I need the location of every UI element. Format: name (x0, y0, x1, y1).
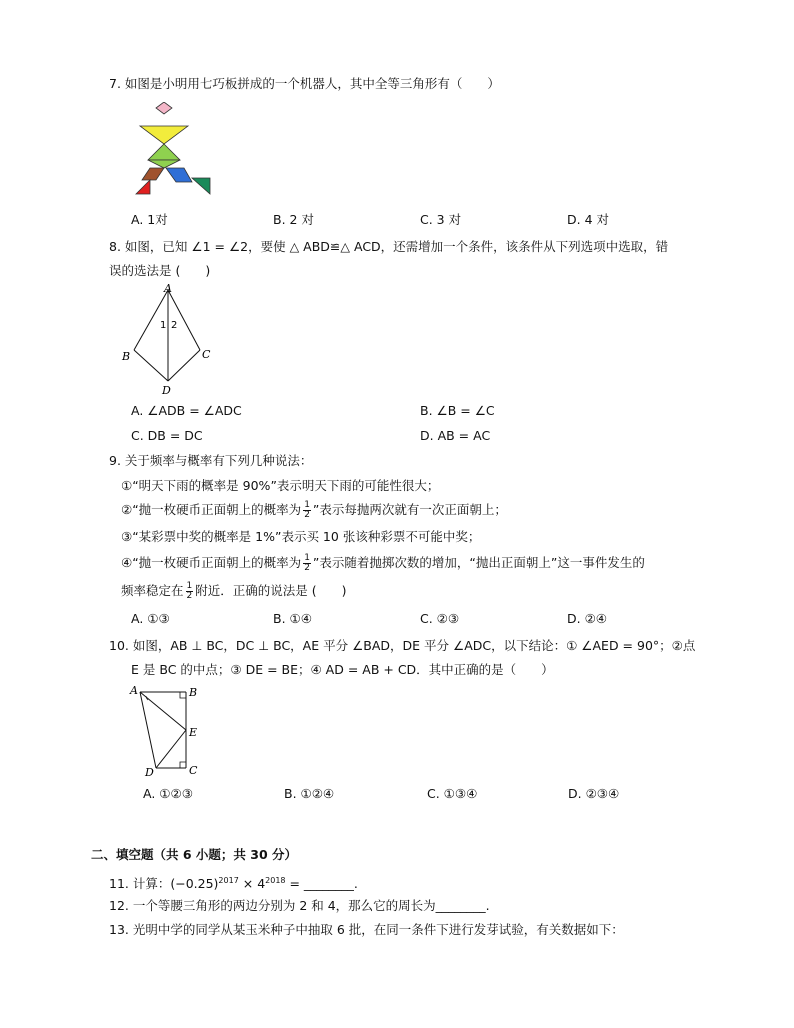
q9-statement-5: 频率稳定在 $\frac{1}{2}$ 附近．正确的说法是 ( ) (121, 581, 347, 601)
q9-statement-4: ④“抛一枚硬币正面朝上的概率为 $\frac{1}{2}$ ”表示随着抛掷次数的增加，“抛出正面朝上”这一事件发生的 (121, 553, 645, 573)
q8-option-a[interactable]: A. ∠ADB = ∠ADC (131, 403, 242, 418)
q11-text: 11. 计算：$(-0.25)^{2017} \times 4^{2018}$ = ________. (109, 876, 358, 892)
q13-text: 13. 光明中学的同学从某玉米种子中抽取 6 批，在同一条件下进行发芽试验，有关数据如下： (109, 922, 624, 937)
q7-option-b[interactable]: B. 2 对 (273, 212, 314, 227)
q10-trapezoid-figure (126, 684, 216, 780)
q8-angle-2: 2 (171, 320, 178, 331)
q9-statement-1: ①“明天下雨的概率是 90%”表示明天下雨的可能性很大； (121, 478, 440, 493)
fraction-one-half: $\frac{1}{2}$ (304, 500, 310, 520)
q10-label-e: E (189, 726, 198, 739)
q9-option-b[interactable]: B. ①④ (273, 611, 312, 626)
q8-option-d[interactable]: D. AB = AC (420, 428, 491, 443)
q10-stem-line1: 10. 如图，AB ⊥ BC，DC ⊥ BC，AE 平分 ∠BAD，DE 平分 ∠ADC，以下结论：① ∠AED = 90°；②点 (109, 638, 696, 653)
q9-option-c[interactable]: C. ②③ (420, 611, 460, 626)
tangram-robot-figure (130, 102, 220, 202)
q7-option-d[interactable]: D. 4 对 (567, 212, 609, 227)
q10-label-a: A (130, 684, 138, 697)
q8-label-b: B (122, 350, 131, 363)
q9-statement-3: ③“某彩票中奖的概率是 1%”表示买 10 张该种彩票不可能中奖； (121, 529, 481, 544)
q8-option-b[interactable]: B. ∠B = ∠C (420, 403, 495, 418)
q8-label-d: D (162, 384, 171, 396)
q7-option-c[interactable]: C. 3 对 (420, 212, 462, 227)
q9-stem: 9. 关于频率与概率有下列几种说法： (109, 453, 313, 468)
q8-stem-line1: 8. 如图，已知 ∠1 = ∠2，要使 △ ABD≌△ ACD，还需增加一个条件，该条件从下列选项中选取，错 (109, 239, 669, 254)
q10-label-d: D (145, 766, 154, 779)
q7-option-a[interactable]: A. 1对 (131, 212, 168, 227)
q10-label-b: B (189, 686, 198, 699)
q8-option-c[interactable]: C. DB = DC (131, 428, 203, 443)
q10-option-c[interactable]: C. ①③④ (427, 786, 478, 801)
q10-option-a[interactable]: A. ①②③ (143, 786, 193, 801)
q8-stem-line2: 误的选法是 ( ) (109, 263, 211, 278)
q10-stem-line2: E 是 BC 的中点；③ DE = BE；④ AD = AB + CD．其中正确的是（ ） (131, 662, 554, 677)
fraction-one-half: $\frac{1}{2}$ (186, 581, 193, 601)
q10-option-d[interactable]: D. ②③④ (568, 786, 620, 801)
section-2-title: 二、填空题（共 6 小题；共 30 分） (91, 847, 298, 862)
q8-angle-1: 1 (160, 320, 167, 331)
q9-option-d[interactable]: D. ②④ (567, 611, 607, 626)
q9-option-a[interactable]: A. ①③ (131, 611, 170, 626)
q10-option-b[interactable]: B. ①②④ (284, 786, 335, 801)
q9-statement-2: ②“抛一枚硬币正面朝上的概率为 $\frac{1}{2}$ ”表示每抛两次就有一次正面朝上； (121, 500, 507, 520)
q8-label-a: A (164, 284, 172, 295)
q7-stem: 7. 如图是小明用七巧板拼成的一个机器人，其中全等三角形有（ ） (109, 76, 500, 91)
q8-label-c: C (202, 348, 211, 361)
q12-text: 12. 一个等腰三角形的两边分别为 2 和 4，那么它的周长为________. (109, 898, 490, 913)
q8-kite-figure (118, 284, 218, 396)
q10-label-c: C (189, 764, 198, 777)
fraction-one-half: $\frac{1}{2}$ (304, 553, 310, 573)
